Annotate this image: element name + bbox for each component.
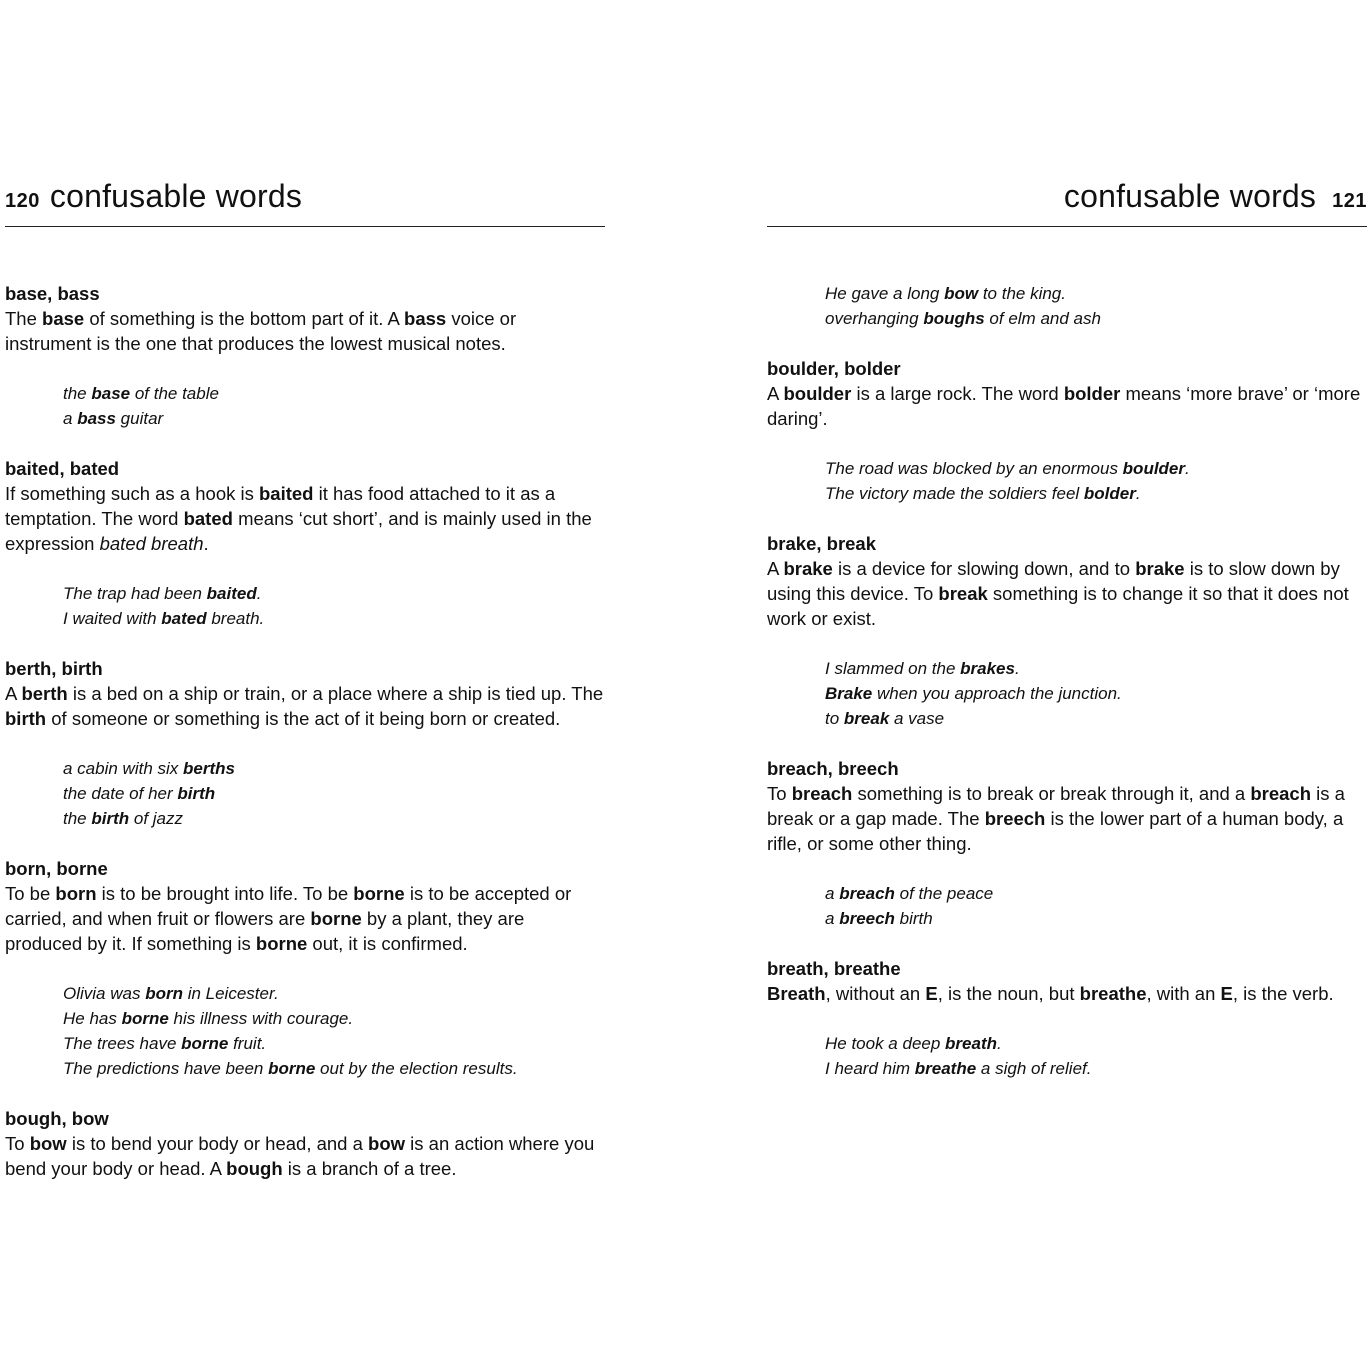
example-sentence: He has borne his illness with courage. — [63, 1009, 354, 1028]
italic-phrase: bated breath — [99, 533, 204, 554]
entry-headword: base, bass — [5, 283, 100, 304]
example-list — [63, 581, 605, 631]
bold-term: borne — [310, 908, 362, 929]
dictionary-entry — [5, 456, 605, 631]
bold-term: borne — [181, 1034, 229, 1053]
bold-term: base — [91, 384, 131, 403]
bold-term: borne — [255, 933, 308, 954]
bold-term: break — [938, 583, 988, 604]
example-sentence: He took a deep breath. — [825, 1034, 1002, 1053]
bold-term: brake — [1135, 558, 1185, 579]
bold-term: breach — [1250, 783, 1312, 804]
example-sentence: a cabin with six berths — [63, 759, 235, 778]
right-page-content — [767, 281, 1367, 1106]
dictionary-entry — [767, 356, 1367, 506]
dictionary-entry — [767, 531, 1367, 731]
example-sentence: Brake when you approach the junction. — [825, 684, 1122, 703]
bold-term: breath — [945, 1034, 997, 1053]
entry-definition: If something such as a hook is baited it has food attached to it as a temptation. The word bated means ‘cut short’, and is mainly used in the expression bated breath. — [5, 483, 592, 554]
bold-term: Brake — [825, 684, 873, 703]
bold-term: berth — [21, 683, 68, 704]
bold-term: breathe — [914, 1059, 977, 1078]
example-list — [825, 881, 1367, 931]
example-sentence: I heard him breathe a sigh of relief. — [825, 1059, 1092, 1078]
entry-headword: boulder, bolder — [767, 358, 901, 379]
entry-headword: breach, breech — [767, 758, 899, 779]
example-sentence: He gave a long bow to the king. — [825, 284, 1066, 303]
bold-term: berths — [183, 759, 235, 778]
example-sentence: a breech birth — [825, 909, 933, 928]
bold-term: bow — [368, 1133, 406, 1154]
left-page — [5, 0, 605, 1368]
bold-term: E — [1220, 983, 1233, 1004]
bold-term: borne — [353, 883, 405, 904]
bold-term: break — [843, 709, 890, 728]
bold-term: base — [42, 308, 85, 329]
example-sentence: a bass guitar — [63, 409, 164, 428]
continued-entry — [767, 281, 1367, 331]
dictionary-entry — [5, 1106, 605, 1181]
bold-term: boulder — [1122, 459, 1186, 478]
example-list — [825, 281, 1367, 331]
example-list — [63, 381, 605, 431]
page-title: confusable words — [49, 178, 303, 214]
bold-term: born — [55, 883, 97, 904]
entry-definition: The base of something is the bottom part of it. A bass voice or instrument is the one that produces the lowest musical notes. — [5, 308, 517, 354]
example-list — [825, 656, 1367, 731]
entry-headword: berth, birth — [5, 658, 103, 679]
bold-term: bolder — [1083, 484, 1136, 503]
example-sentence: The predictions have been borne out by the election results. — [63, 1059, 518, 1078]
example-list — [825, 456, 1367, 506]
example-sentence: to break a vase — [825, 709, 945, 728]
example-sentence: a breach of the peace — [825, 884, 994, 903]
entry-definition: To breach something is to break or break through it, and a breach is a break or a gap made. The breech is the lower part of a human body, a rifle, or some other thing. — [767, 783, 1345, 854]
example-sentence: the date of her birth — [63, 784, 216, 803]
dictionary-entry — [5, 281, 605, 431]
entry-headword: bough, bow — [5, 1108, 109, 1129]
bold-term: bass — [404, 308, 447, 329]
entry-definition: Breath, without an E, is the noun, but breathe, with an E, is the verb. — [767, 983, 1334, 1004]
page-number: 120 — [5, 190, 40, 212]
left-page-content — [5, 281, 605, 1206]
entry-headword: born, borne — [5, 858, 108, 879]
example-sentence: overhanging boughs of elm and ash — [825, 309, 1101, 328]
dictionary-entry — [5, 656, 605, 831]
entry-headword: baited, bated — [5, 458, 120, 479]
bold-term: bow — [29, 1133, 67, 1154]
bold-term: brakes — [960, 659, 1015, 678]
bold-term: bated — [183, 508, 233, 529]
example-sentence: The victory made the soldiers feel bolder. — [825, 484, 1141, 503]
bold-term: birth — [177, 784, 216, 803]
bold-term: breathe — [1079, 983, 1147, 1004]
page-number: 121 — [1332, 190, 1367, 212]
left-page-header — [5, 178, 605, 227]
bold-term: boughs — [923, 309, 985, 328]
bold-term: baited — [206, 584, 257, 603]
entry-definition: A boulder is a large rock. The word bolder means ‘more brave’ or ‘more daring’. — [767, 383, 1361, 429]
bold-term: E — [925, 983, 938, 1004]
entry-definition: A brake is a device for slowing down, and to brake is to slow down by using this device. To break something is to change it so that it does not work or exist. — [767, 558, 1349, 629]
bold-term: bolder — [1063, 383, 1121, 404]
example-list — [63, 756, 605, 831]
bold-term: born — [145, 984, 183, 1003]
bold-term: bated — [161, 609, 207, 628]
bold-term: bough — [226, 1158, 283, 1179]
bold-term: boulder — [783, 383, 852, 404]
example-sentence: the base of the table — [63, 384, 219, 403]
right-page — [767, 0, 1367, 1368]
bold-term: borne — [121, 1009, 169, 1028]
example-sentence: The trap had been baited. — [63, 584, 262, 603]
entry-headword: breath, breathe — [767, 958, 901, 979]
bold-term: breach — [791, 783, 853, 804]
dictionary-entry — [5, 856, 605, 1081]
entry-definition: To be born is to be brought into life. To be borne is to be accepted or carried, and when fruit or flowers are borne by a plant, they are produced by it. If something is borne out, it is confirmed. — [5, 883, 572, 954]
right-page-header — [767, 178, 1367, 227]
entry-headword: brake, break — [767, 533, 877, 554]
dictionary-entry — [767, 756, 1367, 931]
entry-definition: A berth is a bed on a ship or train, or a place where a ship is tied up. The birth of someone or something is the act of it being born or created. — [5, 683, 604, 729]
bold-term: breach — [839, 884, 895, 903]
bold-term: Breath — [767, 983, 826, 1004]
dictionary-entry — [767, 956, 1367, 1081]
page-title: confusable words — [1063, 178, 1317, 214]
bold-term: birth — [91, 809, 130, 828]
example-sentence: The road was blocked by an enormous boulder. — [825, 459, 1190, 478]
bold-term: baited — [259, 483, 314, 504]
bold-term: breech — [984, 808, 1046, 829]
bold-term: birth — [5, 708, 47, 729]
bold-term: bass — [77, 409, 116, 428]
example-list — [63, 981, 605, 1081]
example-sentence: I slammed on the brakes. — [825, 659, 1020, 678]
bold-term: borne — [268, 1059, 316, 1078]
bold-term: bow — [944, 284, 979, 303]
example-sentence: the birth of jazz — [63, 809, 183, 828]
example-sentence: The trees have borne fruit. — [63, 1034, 267, 1053]
bold-term: brake — [783, 558, 833, 579]
bold-term: breech — [839, 909, 895, 928]
example-list — [825, 1031, 1367, 1081]
entry-definition: To bow is to bend your body or head, and a bow is an action where you bend your body or head. A bough is a branch of a tree. — [5, 1133, 595, 1179]
example-sentence: Olivia was born in Leicester. — [63, 984, 279, 1003]
example-sentence: I waited with bated breath. — [63, 609, 265, 628]
